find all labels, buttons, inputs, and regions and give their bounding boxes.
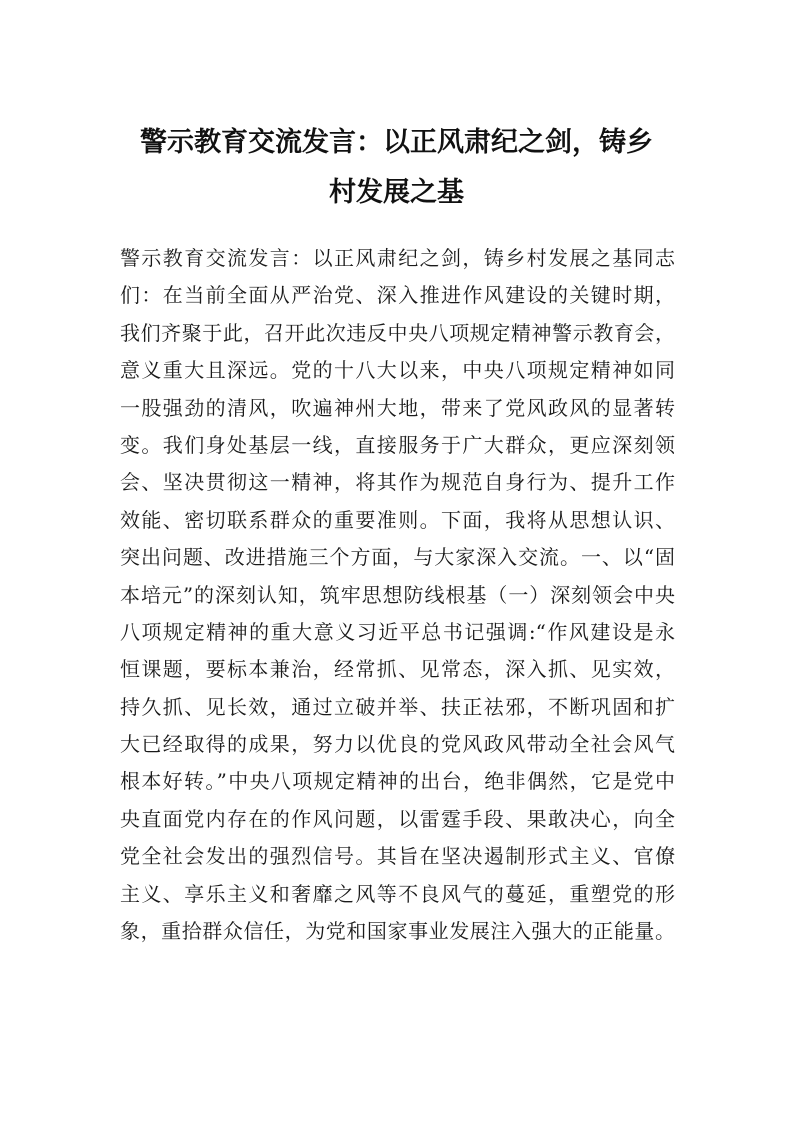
body-line: 警示教育交流发言：以正风肃纪之剑，铸乡村发展之基同志 (120, 246, 675, 270)
body-line: 八项规定精神的重大意义习近平总书记强调:“作风建设是永 (120, 619, 675, 644)
title-line: 警示教育交流发言：以正风肃纪之剑，铸乡 (140, 127, 653, 158)
body-line: 恒课题，要标本兼治，经常抓、见常态，深入抓、见实效， (120, 657, 675, 682)
body-line: 变。我们身处基层一线，直接服务于广大群众，更应深刻领 (120, 432, 675, 457)
body-line: 根本好转。”中央八项规定精神的出台，绝非偶然，它是党中 (120, 769, 675, 794)
title-line: 村发展之基 (329, 177, 464, 208)
document-title (100, 118, 693, 218)
body-line: 本培元”的深刻认知，筑牢思想防线根基（一）深刻领会中央 (120, 582, 675, 607)
body-line: 突出问题、改进措施三个方面，与大家深入交流。一、以“固 (120, 545, 675, 570)
body-line: 一股强劲的清风，吹遍神州大地，带来了党风政风的显著转 (120, 395, 675, 420)
body-line: 央直面党内存在的作风问题，以雷霆手段、果敢决心，向全 (120, 806, 675, 831)
document-body (120, 240, 675, 950)
body-line: 大已经取得的成果，努力以优良的党风政风带动全社会风气 (120, 732, 675, 757)
body-line: 党全社会发出的强烈信号。其旨在坚决遏制形式主义、官僚 (120, 844, 675, 869)
body-line: 意义重大且深远。党的十八大以来，中央八项规定精神如同 (120, 358, 675, 383)
body-line: 我们齐聚于此，召开此次违反中央八项规定精神警示教育会， (120, 320, 675, 345)
body-line: 效能、密切联系群众的重要准则。下面，我将从思想认识、 (120, 507, 675, 532)
body-line: 持久抓、见长效，通过立破并举、扶正祛邪，不断巩固和扩 (120, 694, 675, 719)
body-line: 会、坚决贯彻这一精神，将其作为规范自身行为、提升工作 (120, 470, 675, 495)
body-line: 们：在当前全面从严治党、深入推进作风建设的关键时期， (120, 283, 675, 308)
body-line: 主义、享乐主义和奢靡之风等不良风气的蔓延，重塑党的形 (120, 881, 675, 906)
body-line: 象，重拾群众信任，为党和国家事业发展注入强大的正能量。 (120, 919, 675, 944)
